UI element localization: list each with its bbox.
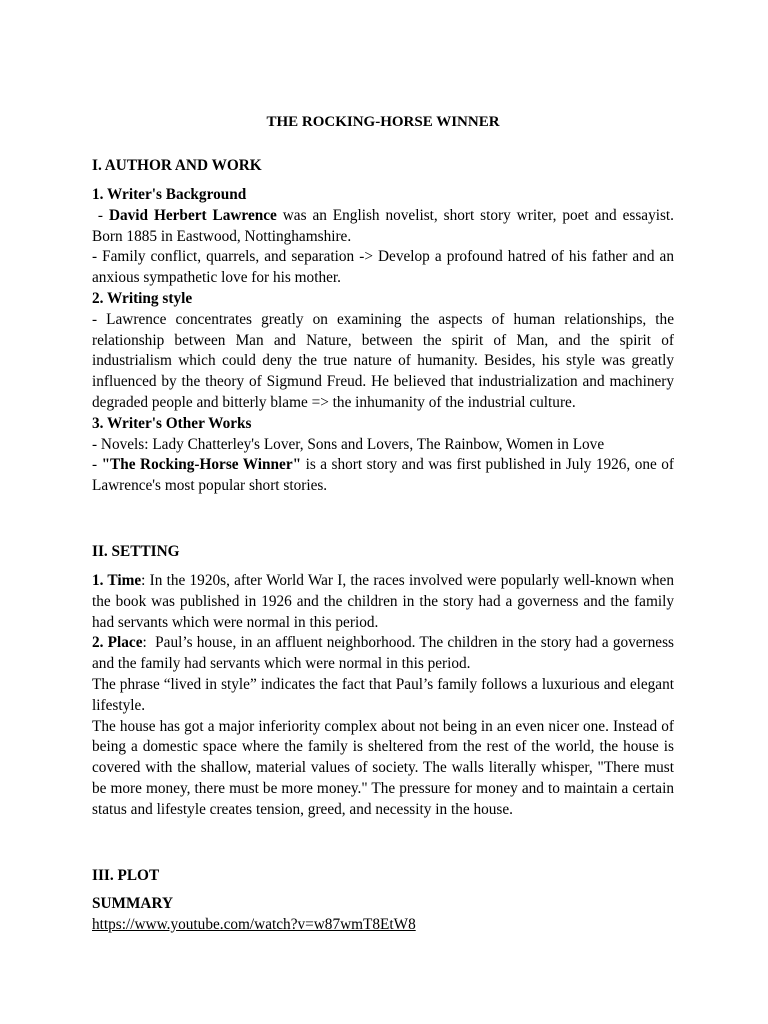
section-heading-author-work: I. AUTHOR AND WORK: [92, 157, 262, 174]
bullet-dash: -: [92, 456, 102, 474]
place-label: 2. Place: [92, 634, 143, 652]
bullet-dash: -: [92, 206, 109, 224]
summary-heading: SUMMARY: [92, 895, 174, 912]
plot-summary: [92, 894, 674, 936]
subsection-heading-writing-style: 2. Writing style: [92, 289, 193, 307]
section-author-and-work: [92, 156, 674, 176]
setting-house-paragraph: The house has got a major inferiority complex about not being in an even nicer one. Instead of being a domestic space where the family is sheltered from the rest of the world, the house is covered with the shallow, material values of society. The walls literally whisper, "There must be more money, there must be more money." The pressure for money and to maintain a certain status and lifestyle creates tension, greed, and necessity in the house.: [92, 717, 674, 818]
subsection-heading-other-works: 3. Writer's Other Works: [92, 414, 252, 432]
setting-style-paragraph: The phrase “lived in style” indicates the fact that Paul’s family follows a luxurious and elegant lifestyle.: [92, 675, 674, 714]
subsection-writers-background: [92, 185, 674, 497]
section-plot: [92, 866, 674, 886]
section-heading-setting: II. SETTING: [92, 543, 180, 560]
author-name: David Herbert Lawrence: [108, 206, 277, 224]
setting-time-paragraph: [92, 571, 674, 633]
time-text: : In the 1920s, after World War I, the races involved were popularly well-known when the book was published in 1926 and the children in the story had a governess and the family had servants which were normal in this period.: [92, 572, 674, 631]
background-text: was an English novelist, short story writer, poet and essayist. Born 1885 in Eastwood, Nottinghamshire.: [92, 206, 674, 245]
subsection-heading-background: 1. Writer's Background: [92, 186, 247, 203]
place-text: : Paul’s house, in an affluent neighborhood. The children in the story had a governess and the family had servants which were normal in this period.: [92, 634, 678, 673]
section-heading-plot: III. PLOT: [92, 867, 160, 884]
other-works-novels: - Novels: Lady Chatterley's Lover, Sons and Lovers, The Rainbow, Women in Love: [92, 435, 605, 453]
other-works-story: [92, 455, 674, 497]
section-setting: [92, 542, 674, 562]
writing-style-paragraph: - Lawrence concentrates greatly on examining the aspects of human relationships, the relationship between Man and Nature, between the spirit of Man, and the spirit of industrialism which could deny the true nature of humanity. Besides, his style was greatly influenced by the theory of Sigmund Freud. He believed that industrialization and machinery degraded people and bitterly blame => the inhumanity of the industrial culture.: [92, 310, 674, 411]
story-text: is a short story and was first published in July 1926, one of Lawrence's most popular short stories.: [92, 456, 674, 495]
story-title: "The Rocking-Horse Winner": [101, 456, 302, 474]
background-paragraph-1: [92, 206, 674, 248]
time-label: 1. Time: [92, 572, 142, 589]
background-paragraph-2: - Family conflict, quarrels, and separation -> Develop a profound hatred of his father and an anxious sympathetic love for his mother.: [92, 248, 674, 287]
summary-video-link[interactable]: https://www.youtube.com/watch?v=w87wmT8EtW8: [92, 915, 416, 933]
setting-body: [92, 571, 678, 821]
document-title: THE ROCKING-HORSE WINNER: [266, 114, 500, 130]
setting-place-paragraph: [92, 633, 678, 675]
